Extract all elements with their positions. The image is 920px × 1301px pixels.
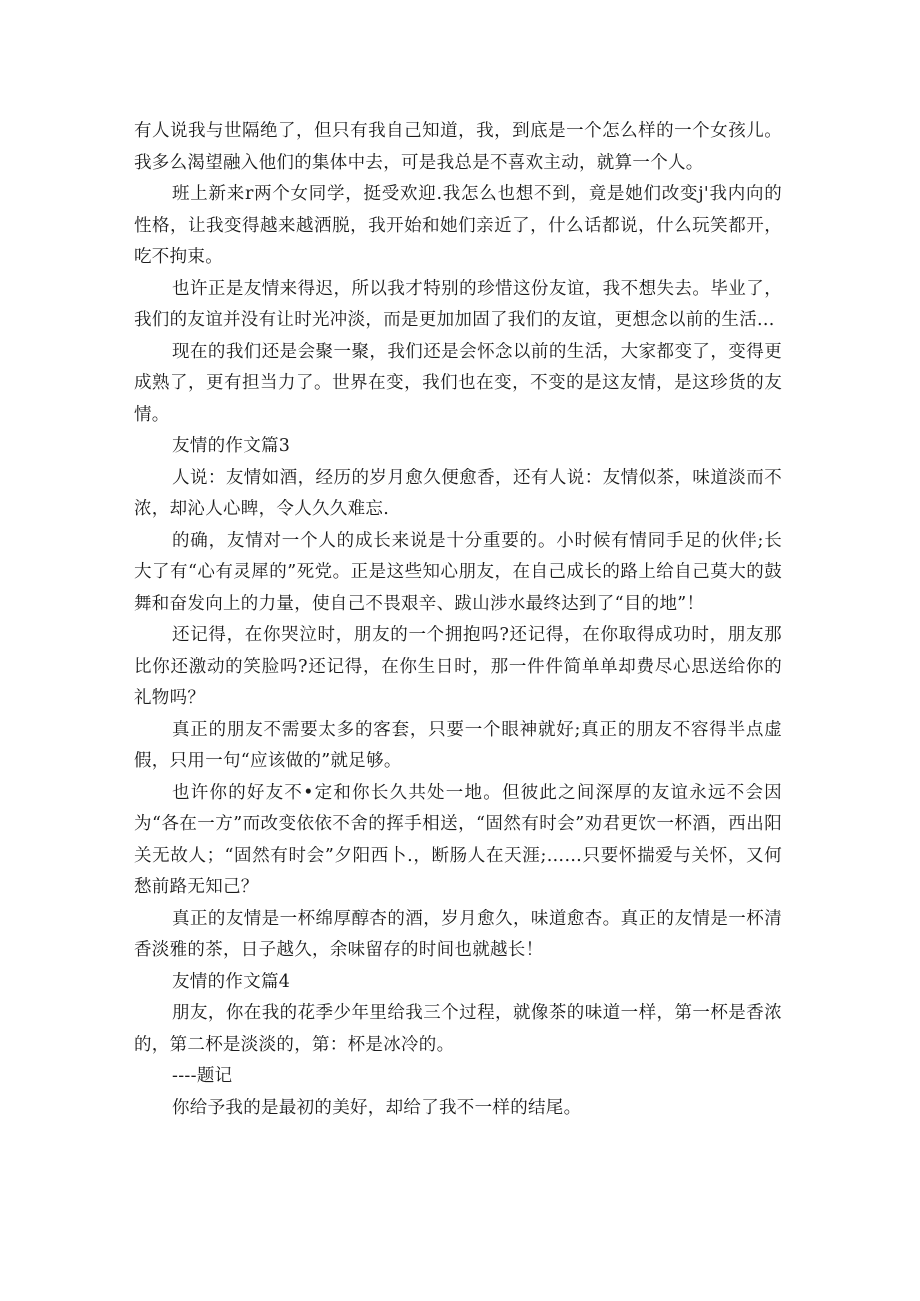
paragraph: 的确，友情对一个人的成长来说是十分重要的。小时候有情同手足的伙伴;长大了有“心有灵犀的”死党。正是这些知心朋友，在自己成长的路上给自己莫大的鼓舞和奋发向上的力量，使自己不畏艰辛、跋山涉水最终达到了“目的地”！ [134,530,782,614]
paragraph: 真正的友情是一杯绵厚醇杏的酒，岁月愈久，味道愈杏。真正的友情是一杯清香淡雅的茶，日子越久，余味留存的时间也就越长！ [134,908,782,960]
epigraph-attribution: ----题记 [172,1066,233,1086]
paragraph: 还记得，在你哭泣时，朋友的一个拥抱吗?还记得，在你取得成功时，朋友那比你还激动的笑脸吗?还记得，在你生日时，那一件件简单单却费尽心思送给你的礼物吗？ [134,625,782,708]
paragraph: 人说：友情如酒，经历的岁月愈久便愈香，还有人说：友情似茶，味道淡而不浓，却沁人心睥，令人久久难忘. [134,467,782,519]
paragraph: 有人说我与世隔绝了，但只有我自己知道，我，到底是一个怎么样的一个女孩儿。我多么渴望融入他们的集体中去，可是我总是不喜欢主动，就算一个人。 [134,121,782,173]
paragraph: 真正的朋友不需要太多的客套，只要一个眼神就好;真正的朋友不容得半点虚假，只用一句“应该做的”就足够。 [134,719,782,771]
paragraph: 也许正是友情来得迟，所以我才特别的珍惜这份友谊，我不想失去。毕业了，我们的友谊并没有让时光冲淡，而是更加加固了我们的友谊，更想念以前的生活... [134,278,782,330]
section-heading: 友情的作文篇3 [172,436,291,456]
section-heading: 友情的作文篇4 [172,971,291,992]
paragraph: 朋友，你在我的花季少年里给我三个过程，就像茶的味道一样，第一杯是香浓的，第二杯是淡淡的，第：杯是冰冷的。 [134,1003,782,1055]
paragraph: 现在的我们还是会聚一聚，我们还是会怀念以前的生活，大家都变了，变得更成熟了，更有担当力了。世界在变，我们也在变，不变的是这友情，是这珍货的友情。 [134,341,782,425]
document-body [134,116,782,1124]
paragraph: 你给予我的是最初的美好，却给了我不一样的结尾。 [172,1097,582,1118]
paragraph: 班上新来r两个女同学，挺受欢迎.我怎么也想不到，竟是她们改变j'我内向的性格，让我变得越来越洒脱，我开始和她们亲近了，什么话都说，什么玩笑都开，吃不拘束。 [134,184,782,267]
paragraph: 也许你的好友不•定和你长久共处一地。但彼此之间深厚的友谊永远不会因为“各在一方”而改变依依不舍的挥手相送，“固然有时会”劝君更饮一杯酒，西出阳关无故人；“固然有时会”夕阳西卜.，断肠人在天涯;……只要怀揣爱与关怀，又何愁前路无知己？ [134,782,782,897]
